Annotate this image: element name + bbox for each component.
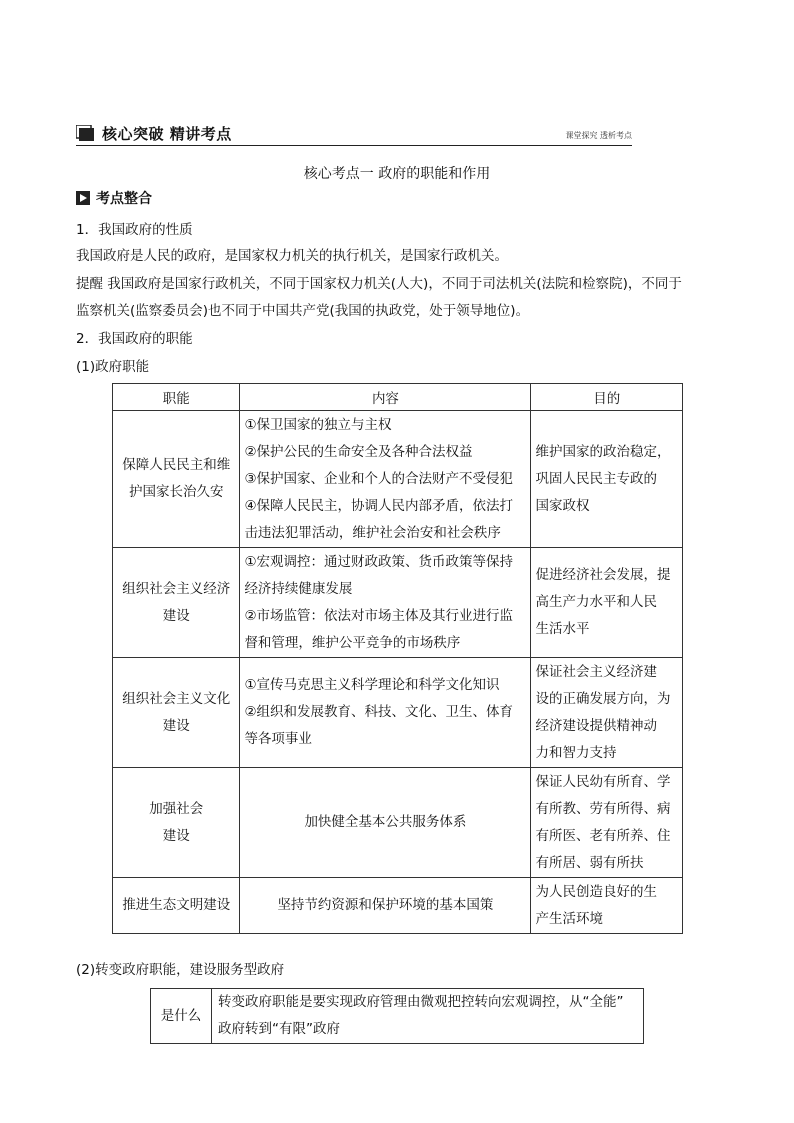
content-cell: ①宏观调控：通过财政政策、货币政策等保持 经济持续健康发展 ②市场监管：依法对市场主体及其行业进行监 督和管理，维护公平竞争的市场秩序 bbox=[240, 548, 531, 658]
function-cell: 保障人民民主和维 护国家长治久安 bbox=[113, 411, 240, 548]
text-line: (2)转变政府职能，建设服务型政府 bbox=[76, 962, 285, 978]
bookmark-icon bbox=[76, 125, 94, 141]
functions-table bbox=[112, 383, 683, 934]
goal-cell: 保证人民幼有所育、学 有所教、劳有所得、病 有所医、老有所养、住 有所居、弱有所扶 bbox=[531, 768, 683, 878]
text-line: (1)政府职能 bbox=[76, 359, 150, 375]
value-cell: 转变政府职能是要实现政府管理由微观把控转向宏观调控，从“全能” 政府转到“有限”政府 bbox=[212, 989, 644, 1044]
col-header: 目的 bbox=[531, 384, 683, 411]
text-line: 2．我国政府的职能 bbox=[76, 331, 193, 347]
section-title-text: 考点整合 bbox=[96, 191, 152, 207]
header-right-text: 课堂探究 透析考点 bbox=[565, 131, 632, 140]
text-line: 提醒 我国政府是国家行政机关，不同于国家权力机关(人大)，不同于司法机关(法院和检察院)，不同于 bbox=[76, 276, 682, 292]
table-row bbox=[113, 411, 683, 548]
table-row bbox=[113, 878, 683, 934]
content-cell: 加快健全基本公共服务体系 bbox=[240, 768, 531, 878]
goal-cell: 保证社会主义经济建 设的正确发展方向，为 经济建设提供精神动 力和智力支持 bbox=[531, 658, 683, 768]
content-cell: 坚持节约资源和保护环境的基本国策 bbox=[240, 878, 531, 934]
goal-cell: 促进经济社会发展，提 高生产力水平和人民 生活水平 bbox=[531, 548, 683, 658]
col-header: 内容 bbox=[240, 384, 531, 411]
function-cell: 推进生态文明建设 bbox=[113, 878, 240, 934]
table-row bbox=[113, 548, 683, 658]
text-line: 1．我国政府的性质 bbox=[76, 222, 193, 238]
table-row bbox=[151, 989, 644, 1044]
service-govt-table bbox=[150, 988, 644, 1044]
section-header bbox=[76, 122, 632, 144]
text-line: 我国政府是人民的政府，是国家权力机关的执行机关，是国家行政机关。 bbox=[76, 248, 508, 264]
play-icon bbox=[76, 191, 90, 205]
function-cell: 组织社会主义经济 建设 bbox=[113, 548, 240, 658]
key-cell: 是什么 bbox=[151, 989, 212, 1044]
header-rule bbox=[76, 145, 632, 146]
goal-cell: 为人民创造良好的生 产生活环境 bbox=[531, 878, 683, 934]
table-header-row bbox=[113, 384, 683, 411]
content-cell: ①保卫国家的独立与主权 ②保护公民的生命安全及各种合法权益 ③保护国家、企业和个人的合法财产不受侵犯 ④保障人民民主，协调人民内部矛盾，依法打 击违法犯罪活动，维护社会治安和社会秩序 bbox=[240, 411, 531, 548]
text-line: 监察机关(监察委员会)也不同于中国共产党(我国的执政党，处于领导地位)。 bbox=[76, 303, 530, 319]
function-cell: 组织社会主义文化 建设 bbox=[113, 658, 240, 768]
table-row bbox=[113, 768, 683, 878]
col-header: 职能 bbox=[113, 384, 240, 411]
goal-cell: 维护国家的政治稳定， 巩固人民民主专政的 国家政权 bbox=[531, 411, 683, 548]
function-cell: 加强社会 建设 bbox=[113, 768, 240, 878]
center-title: 核心考点一 政府的职能和作用 bbox=[303, 166, 491, 182]
content-cell: ①宣传马克思主义科学理论和科学文化知识 ②组织和发展教育、科技、文化、卫生、体育 等各项事业 bbox=[240, 658, 531, 768]
section-title bbox=[76, 188, 152, 208]
header-title: 核心突破 精讲考点 bbox=[102, 125, 232, 143]
table-row bbox=[113, 658, 683, 768]
